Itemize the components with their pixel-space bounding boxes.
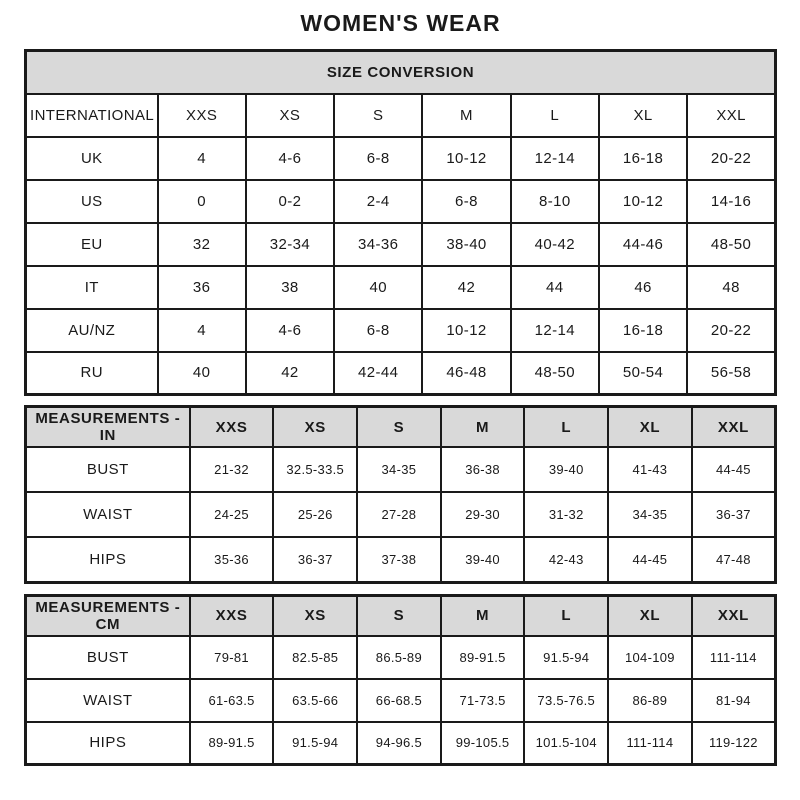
cell-hips-in-s: 37-38: [357, 537, 441, 582]
cell-it-xl: 46: [599, 266, 687, 309]
cell-waist-cm-l: 73.5-76.5: [524, 679, 608, 722]
cell-bust-in-xxs: 21-32: [190, 447, 274, 492]
cell-it-xxl: 48: [687, 266, 775, 309]
row-label-us: US: [26, 180, 158, 223]
cell-eu-xl: 44-46: [599, 223, 687, 266]
cell-it-l: 44: [511, 266, 599, 309]
column-header-xs: XS: [273, 595, 357, 636]
cell-hips-cm-m: 99-105.5: [441, 722, 525, 765]
cell-hips-cm-s: 94-96.5: [357, 722, 441, 765]
cell-waist-in-m: 29-30: [441, 492, 525, 537]
column-header-xl: XL: [608, 407, 692, 448]
cell-waist-in-xxl: 36-37: [692, 492, 776, 537]
column-header-xxl: XXL: [687, 94, 775, 137]
column-header-m: M: [441, 595, 525, 636]
page-title: WOMEN'S WEAR: [300, 10, 501, 36]
cell-ru-xl: 50-54: [599, 352, 687, 395]
cell-aunz-xs: 4-6: [246, 309, 334, 352]
cell-us-xxl: 14-16: [687, 180, 775, 223]
cell-hips-cm-xxl: 119-122: [692, 722, 776, 765]
row-label-ru: RU: [26, 352, 158, 395]
column-header-s: S: [334, 94, 422, 137]
cell-eu-xxs: 32: [158, 223, 246, 266]
row-label-aunz: AU/NZ: [26, 309, 158, 352]
cell-eu-m: 38-40: [422, 223, 510, 266]
cell-aunz-xxl: 20-22: [687, 309, 775, 352]
cell-it-xxs: 36: [158, 266, 246, 309]
cell-eu-s: 34-36: [334, 223, 422, 266]
cell-uk-xs: 4-6: [246, 137, 334, 180]
cell-aunz-l: 12-14: [511, 309, 599, 352]
row-label-waist: WAIST: [26, 679, 190, 722]
column-header-xxl: XXL: [692, 595, 776, 636]
column-header-xxs: XXS: [158, 94, 246, 137]
cell-us-m: 6-8: [422, 180, 510, 223]
cell-bust-in-l: 39-40: [524, 447, 608, 492]
column-header-international: INTERNATIONAL: [26, 94, 158, 137]
row-label-bust: BUST: [26, 636, 190, 679]
cell-ru-xs: 42: [246, 352, 334, 395]
column-header-s: S: [357, 407, 441, 448]
row-label-eu: EU: [26, 223, 158, 266]
cell-it-s: 40: [334, 266, 422, 309]
cell-it-m: 42: [422, 266, 510, 309]
cell-bust-cm-m: 89-91.5: [441, 636, 525, 679]
column-header-xxs: XXS: [190, 407, 274, 448]
table-row-bust-in: [26, 447, 776, 492]
cell-aunz-xl: 16-18: [599, 309, 687, 352]
table-row-uk: [26, 137, 776, 180]
cell-hips-in-m: 39-40: [441, 537, 525, 582]
cell-bust-cm-xs: 82.5-85: [273, 636, 357, 679]
column-header-m: M: [441, 407, 525, 448]
column-header-l: L: [524, 407, 608, 448]
cell-uk-xxs: 4: [158, 137, 246, 180]
cell-bust-cm-s: 86.5-89: [357, 636, 441, 679]
cell-aunz-m: 10-12: [422, 309, 510, 352]
cell-hips-in-l: 42-43: [524, 537, 608, 582]
cell-us-l: 8-10: [511, 180, 599, 223]
column-header-l: L: [511, 94, 599, 137]
cell-bust-in-xs: 32.5-33.5: [273, 447, 357, 492]
cell-aunz-xxs: 4: [158, 309, 246, 352]
column-header-xxl: XXL: [692, 407, 776, 448]
cell-us-s: 2-4: [334, 180, 422, 223]
cell-us-xs: 0-2: [246, 180, 334, 223]
column-header-xl: XL: [599, 94, 687, 137]
cell-bust-cm-l: 91.5-94: [524, 636, 608, 679]
cell-waist-cm-s: 66-68.5: [357, 679, 441, 722]
cell-aunz-s: 6-8: [334, 309, 422, 352]
cell-waist-cm-xxs: 61-63.5: [190, 679, 274, 722]
cell-waist-in-xs: 25-26: [273, 492, 357, 537]
cell-us-xl: 10-12: [599, 180, 687, 223]
column-header-xs: XS: [246, 94, 334, 137]
cell-eu-xxl: 48-50: [687, 223, 775, 266]
cell-bust-in-xxl: 44-45: [692, 447, 776, 492]
table-row-waist-cm: [26, 679, 776, 722]
table-row-bust-cm: [26, 636, 776, 679]
cell-bust-in-s: 34-35: [357, 447, 441, 492]
cell-uk-xxl: 20-22: [687, 137, 775, 180]
cell-ru-l: 48-50: [511, 352, 599, 395]
cell-bust-cm-xl: 104-109: [608, 636, 692, 679]
cell-bust-in-xl: 41-43: [608, 447, 692, 492]
table-row-eu: [26, 223, 776, 266]
column-header-m: M: [422, 94, 510, 137]
cell-hips-cm-xs: 91.5-94: [273, 722, 357, 765]
cell-eu-l: 40-42: [511, 223, 599, 266]
column-header-xl: XL: [608, 595, 692, 636]
measurements-cm-table: [24, 594, 777, 767]
cell-ru-xxs: 40: [158, 352, 246, 395]
column-header-l: L: [524, 595, 608, 636]
cell-waist-in-xl: 34-35: [608, 492, 692, 537]
cell-hips-cm-xxs: 89-91.5: [190, 722, 274, 765]
cell-ru-xxl: 56-58: [687, 352, 775, 395]
cell-waist-cm-xs: 63.5-66: [273, 679, 357, 722]
cell-us-xxs: 0: [158, 180, 246, 223]
row-label-bust: BUST: [26, 447, 190, 492]
row-label-it: IT: [26, 266, 158, 309]
size-conversion-title: SIZE CONVERSION: [26, 51, 776, 94]
size-conversion-table: [24, 49, 777, 396]
cell-hips-cm-xl: 111-114: [608, 722, 692, 765]
column-header-xxs: XXS: [190, 595, 274, 636]
row-label-uk: UK: [26, 137, 158, 180]
cell-hips-cm-l: 101.5-104: [524, 722, 608, 765]
row-label-hips: HIPS: [26, 537, 190, 582]
column-header-s: S: [357, 595, 441, 636]
measurements-cm-header-row: [26, 595, 776, 636]
cell-waist-cm-xxl: 81-94: [692, 679, 776, 722]
cell-bust-cm-xxl: 111-114: [692, 636, 776, 679]
cell-ru-s: 42-44: [334, 352, 422, 395]
cell-bust-in-m: 36-38: [441, 447, 525, 492]
cell-waist-in-l: 31-32: [524, 492, 608, 537]
measurements-in-title: MEASUREMENTS - IN: [26, 407, 190, 448]
table-row: [26, 94, 776, 137]
row-label-hips: HIPS: [26, 722, 190, 765]
cell-it-xs: 38: [246, 266, 334, 309]
cell-uk-m: 10-12: [422, 137, 510, 180]
row-label-waist: WAIST: [26, 492, 190, 537]
table-row-ru: [26, 352, 776, 395]
measurements-in-table: [24, 405, 777, 584]
table-row-us: [26, 180, 776, 223]
table-row-it: [26, 266, 776, 309]
cell-hips-in-xxs: 35-36: [190, 537, 274, 582]
cell-eu-xs: 32-34: [246, 223, 334, 266]
table-row-hips-cm: [26, 722, 776, 765]
cell-hips-in-xxl: 47-48: [692, 537, 776, 582]
column-header-xs: XS: [273, 407, 357, 448]
measurements-in-header-row: [26, 407, 776, 448]
size-conversion-header-row: [26, 51, 776, 94]
measurements-cm-title: MEASUREMENTS - CM: [26, 595, 190, 636]
cell-hips-in-xl: 44-45: [608, 537, 692, 582]
cell-uk-xl: 16-18: [599, 137, 687, 180]
cell-uk-l: 12-14: [511, 137, 599, 180]
cell-waist-cm-xl: 86-89: [608, 679, 692, 722]
table-row-hips-in: [26, 537, 776, 582]
cell-uk-s: 6-8: [334, 137, 422, 180]
cell-hips-in-xs: 36-37: [273, 537, 357, 582]
cell-bust-cm-xxs: 79-81: [190, 636, 274, 679]
table-row-aunz: [26, 309, 776, 352]
cell-ru-m: 46-48: [422, 352, 510, 395]
cell-waist-in-s: 27-28: [357, 492, 441, 537]
cell-waist-cm-m: 71-73.5: [441, 679, 525, 722]
cell-waist-in-xxs: 24-25: [190, 492, 274, 537]
table-row-waist-in: [26, 492, 776, 537]
